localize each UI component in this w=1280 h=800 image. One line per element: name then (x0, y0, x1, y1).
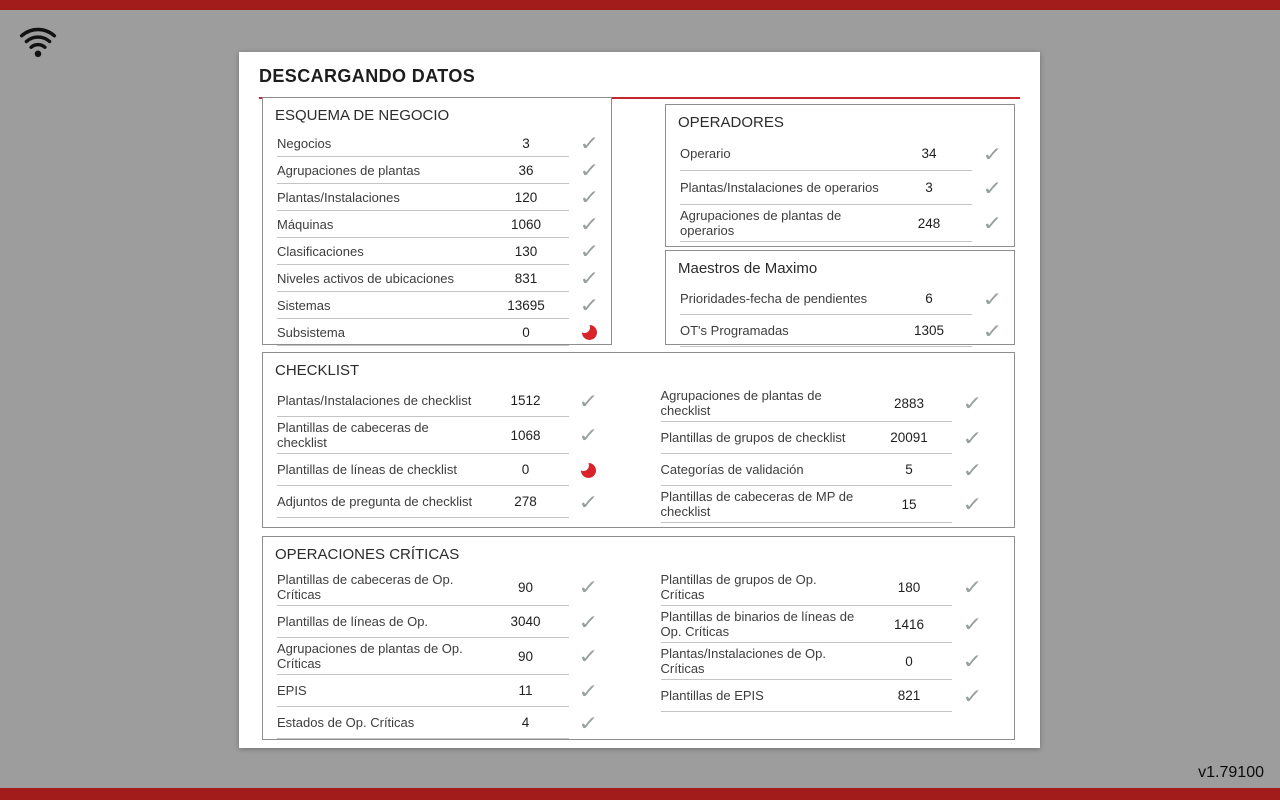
row-label: Estados de Op. Críticas (277, 715, 415, 730)
status-icon (569, 130, 609, 157)
table-row (277, 211, 609, 238)
status-icon (569, 569, 609, 606)
right-column (661, 569, 993, 739)
app-version: v1.79100 (1198, 764, 1264, 781)
bottom-chrome-bar (0, 788, 1280, 800)
row-label: Prioridades-fecha de pendientes (680, 291, 868, 306)
row-label: EPIS (277, 683, 307, 698)
status-icon (569, 675, 609, 707)
table-row (277, 638, 609, 675)
row-label: Plantas/Instalaciones (277, 189, 400, 205)
left-column (277, 569, 609, 739)
row-label: Operario (680, 146, 731, 161)
status-icon (569, 319, 609, 346)
status-icon (972, 205, 1012, 242)
row-value: 831 (514, 270, 538, 286)
table-row (680, 205, 1012, 242)
row-label: Plantillas de cabeceras de Op. Críticas (277, 572, 454, 602)
table-row (277, 184, 609, 211)
row-value: 20091 (890, 430, 928, 445)
row-label: Clasificaciones (277, 243, 364, 259)
status-icon (952, 454, 992, 486)
row-value: 90 (517, 648, 534, 664)
status-icon (952, 643, 992, 680)
section-title: OPERACIONES CRÍTICAS (275, 546, 460, 563)
row-label: Sistemas (277, 297, 331, 313)
status-icon (569, 638, 609, 675)
rows-container (666, 137, 1014, 242)
download-panel (239, 52, 1040, 748)
status-icon (952, 680, 992, 712)
row-label: Plantas/Instalaciones de operarios (680, 180, 879, 195)
status-icon (569, 707, 609, 739)
status-icon (952, 606, 992, 643)
row-label: Negocios (277, 135, 332, 151)
rows-container (263, 385, 1014, 523)
row-value: 1512 (510, 393, 541, 408)
section-operaciones-criticas (262, 536, 1015, 740)
table-row (661, 422, 993, 454)
table-row (680, 137, 1012, 171)
row-value: 36 (518, 162, 534, 178)
row-value: 278 (514, 494, 537, 509)
status-icon (569, 157, 609, 184)
row-value: 821 (897, 688, 921, 703)
section-title: Maestros de Maximo (678, 260, 818, 277)
row-value: 0 (521, 462, 530, 477)
status-icon (972, 137, 1012, 171)
table-row (680, 315, 1012, 347)
row-value: 3 (522, 135, 530, 151)
row-value: 90 (517, 579, 534, 595)
table-row (277, 707, 609, 739)
row-label: Agrupaciones de plantas de operarios (680, 208, 842, 238)
row-label: Máquinas (277, 216, 334, 232)
section-operadores (665, 104, 1015, 247)
table-row (277, 292, 609, 319)
row-value: 130 (514, 243, 538, 259)
row-label: OT's Programadas (680, 323, 789, 338)
row-value: 1305 (913, 323, 945, 338)
row-value: 34 (921, 146, 937, 161)
table-row (277, 265, 609, 292)
row-label: Plantillas de líneas de checklist (277, 462, 457, 477)
table-row (661, 454, 993, 486)
status-icon (972, 171, 1012, 205)
table-row (277, 385, 609, 417)
table-row (661, 606, 993, 643)
row-label: Adjuntos de pregunta de checklist (277, 494, 473, 509)
status-icon (569, 184, 609, 211)
row-label: Plantillas de EPIS (660, 688, 764, 703)
status-icon (569, 265, 609, 292)
table-row (277, 486, 609, 518)
row-label: Plantillas de binarios de líneas de Op. Críticas (660, 609, 855, 639)
row-value: 3 (925, 180, 933, 195)
status-icon (972, 283, 1012, 315)
table-row (661, 569, 993, 606)
row-value: 3040 (510, 614, 541, 629)
row-value: 15 (901, 496, 917, 512)
table-row (277, 130, 609, 157)
table-row (661, 643, 993, 680)
status-icon (569, 211, 609, 238)
section-esquema-de-negocio (262, 97, 612, 345)
status-icon (952, 486, 992, 523)
status-icon (972, 315, 1012, 347)
section-maestros-de-maximo (665, 250, 1015, 345)
table-row (661, 385, 993, 422)
status-icon (952, 569, 992, 606)
status-icon (569, 238, 609, 265)
row-label: Niveles activos de ubicaciones (277, 270, 455, 286)
row-value: 120 (514, 189, 538, 205)
row-value: 5 (905, 462, 913, 477)
section-title: OPERADORES (678, 114, 784, 131)
row-label: Agrupaciones de plantas de checklist (660, 388, 822, 418)
table-row (277, 675, 609, 707)
table-row (277, 238, 609, 265)
row-label: Categorías de validación (660, 462, 804, 477)
row-label: Plantillas de cabeceras de MP de checklist (660, 489, 854, 519)
status-icon (569, 417, 609, 454)
row-label: Agrupaciones de plantas de Op. Críticas (277, 641, 463, 671)
rows-container (666, 283, 1014, 347)
top-chrome-bar (0, 0, 1280, 10)
section-title: CHECKLIST (275, 362, 360, 379)
row-label: Plantillas de líneas de Op. (277, 614, 429, 629)
row-value: 6 (925, 291, 933, 306)
row-label: Subsistema (277, 324, 345, 340)
page-title: DESCARGANDO DATOS (259, 66, 476, 86)
row-value: 13695 (507, 297, 545, 313)
table-row (277, 606, 609, 638)
row-value: 1416 (893, 616, 925, 632)
row-label: Plantillas de grupos de Op. Críticas (660, 572, 817, 602)
table-row (277, 417, 609, 454)
row-value: 1068 (510, 427, 541, 443)
table-row (680, 283, 1012, 315)
table-row (661, 680, 993, 712)
row-value: 11 (518, 683, 533, 698)
status-icon (569, 292, 609, 319)
row-value: 1060 (510, 216, 542, 232)
wifi-icon (18, 24, 58, 60)
row-value: 4 (521, 715, 530, 730)
table-row (680, 171, 1012, 205)
table-row (277, 319, 609, 346)
status-icon (569, 606, 609, 638)
row-label: Plantas/Instalaciones de checklist (277, 393, 472, 408)
table-row (277, 569, 609, 606)
row-value: 180 (897, 579, 921, 595)
status-icon (569, 486, 609, 518)
row-label: Plantillas de cabeceras de checklist (277, 420, 429, 450)
section-checklist (262, 352, 1015, 528)
table-row (277, 157, 609, 184)
row-value: 0 (905, 653, 913, 669)
status-icon (952, 422, 992, 454)
row-label: Plantillas de grupos de checklist (660, 430, 846, 445)
status-icon (569, 385, 609, 417)
rows-container (263, 130, 611, 346)
section-title: ESQUEMA DE NEGOCIO (275, 107, 450, 124)
row-value: 248 (917, 215, 941, 231)
status-icon (952, 385, 992, 422)
row-label: Agrupaciones de plantas (277, 162, 421, 178)
rows-container (263, 569, 1014, 739)
row-value: 2883 (893, 395, 925, 411)
status-icon (569, 454, 609, 486)
table-row (661, 486, 993, 523)
left-column (277, 385, 609, 523)
right-column (661, 385, 993, 523)
table-row (277, 454, 609, 486)
row-label: Plantas/Instalaciones de Op. Críticas (660, 646, 826, 676)
panel-header (239, 52, 1040, 99)
row-value: 0 (522, 324, 530, 340)
